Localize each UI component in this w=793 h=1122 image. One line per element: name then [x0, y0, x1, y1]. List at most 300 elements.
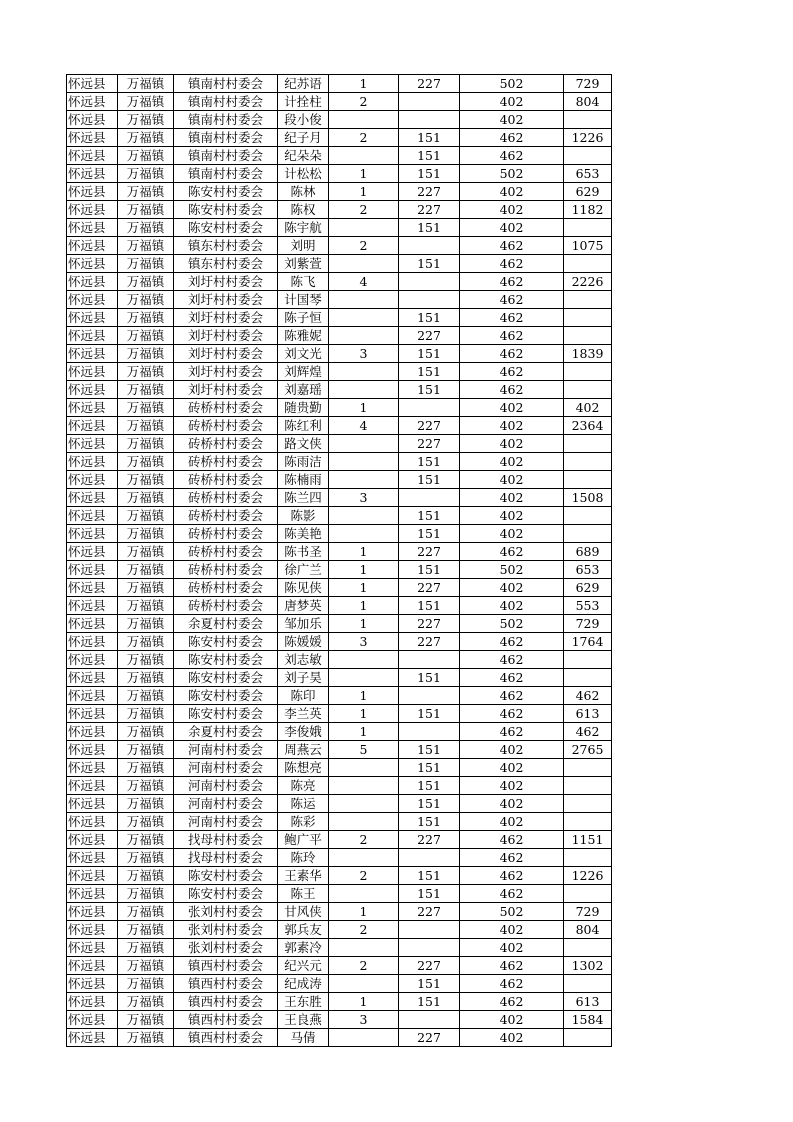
amount-b-cell: 502 — [460, 561, 564, 579]
count-cell — [329, 795, 399, 813]
county-cell: 怀远县 — [67, 741, 118, 759]
total-cell: 804 — [564, 93, 612, 111]
county-cell: 怀远县 — [67, 1029, 118, 1047]
county-cell: 怀远县 — [67, 939, 118, 957]
table-row — [67, 687, 612, 705]
amount-b-cell: 402 — [460, 417, 564, 435]
count-cell: 1 — [329, 399, 399, 417]
town-cell: 万福镇 — [118, 975, 174, 993]
amount-b-cell: 402 — [460, 777, 564, 795]
total-cell: 2226 — [564, 273, 612, 291]
table-row — [67, 849, 612, 867]
amount-b-cell: 402 — [460, 1029, 564, 1047]
county-cell: 怀远县 — [67, 237, 118, 255]
amount-a-cell: 151 — [399, 345, 460, 363]
total-cell: 1302 — [564, 957, 612, 975]
total-cell — [564, 111, 612, 129]
table-row — [67, 561, 612, 579]
amount-b-cell: 402 — [460, 597, 564, 615]
village-cell: 砖桥村村委会 — [174, 471, 278, 489]
amount-a-cell: 151 — [399, 975, 460, 993]
county-cell: 怀远县 — [67, 345, 118, 363]
county-cell: 怀远县 — [67, 831, 118, 849]
town-cell: 万福镇 — [118, 381, 174, 399]
amount-a-cell: 151 — [399, 219, 460, 237]
village-cell: 砖桥村村委会 — [174, 561, 278, 579]
total-cell: 462 — [564, 723, 612, 741]
name-cell: 纪子月 — [278, 129, 329, 147]
name-cell: 陈媛媛 — [278, 633, 329, 651]
amount-b-cell: 402 — [460, 579, 564, 597]
county-cell: 怀远县 — [67, 111, 118, 129]
count-cell: 2 — [329, 201, 399, 219]
count-cell — [329, 255, 399, 273]
amount-b-cell: 502 — [460, 165, 564, 183]
amount-b-cell: 402 — [460, 759, 564, 777]
town-cell: 万福镇 — [118, 741, 174, 759]
county-cell: 怀远县 — [67, 867, 118, 885]
amount-a-cell: 227 — [399, 903, 460, 921]
count-cell — [329, 363, 399, 381]
county-cell: 怀远县 — [67, 723, 118, 741]
count-cell — [329, 525, 399, 543]
county-cell: 怀远县 — [67, 849, 118, 867]
amount-a-cell: 151 — [399, 255, 460, 273]
amount-b-cell: 462 — [460, 543, 564, 561]
name-cell: 陈影 — [278, 507, 329, 525]
count-cell — [329, 885, 399, 903]
county-cell: 怀远县 — [67, 309, 118, 327]
name-cell: 纪兴元 — [278, 957, 329, 975]
table-row — [67, 597, 612, 615]
table-row — [67, 183, 612, 201]
count-cell: 2 — [329, 867, 399, 885]
village-cell: 陈安村村委会 — [174, 885, 278, 903]
county-cell: 怀远县 — [67, 435, 118, 453]
amount-b-cell: 462 — [460, 885, 564, 903]
table-row — [67, 345, 612, 363]
total-cell — [564, 795, 612, 813]
county-cell: 怀远县 — [67, 903, 118, 921]
county-cell: 怀远县 — [67, 453, 118, 471]
amount-a-cell: 227 — [399, 615, 460, 633]
county-cell: 怀远县 — [67, 615, 118, 633]
town-cell: 万福镇 — [118, 255, 174, 273]
amount-a-cell: 227 — [399, 435, 460, 453]
name-cell: 刘辉煌 — [278, 363, 329, 381]
name-cell: 陈书圣 — [278, 543, 329, 561]
village-cell: 砖桥村村委会 — [174, 543, 278, 561]
total-cell — [564, 759, 612, 777]
total-cell: 1839 — [564, 345, 612, 363]
count-cell — [329, 939, 399, 957]
village-cell: 镇南村村委会 — [174, 75, 278, 93]
name-cell: 陈美艳 — [278, 525, 329, 543]
name-cell: 鲍广平 — [278, 831, 329, 849]
amount-a-cell: 151 — [399, 741, 460, 759]
table-row — [67, 759, 612, 777]
village-cell: 陈安村村委会 — [174, 867, 278, 885]
total-cell: 553 — [564, 597, 612, 615]
village-cell: 镇南村村委会 — [174, 129, 278, 147]
county-cell: 怀远县 — [67, 525, 118, 543]
table-row — [67, 507, 612, 525]
amount-b-cell: 462 — [460, 363, 564, 381]
amount-b-cell: 402 — [460, 111, 564, 129]
county-cell: 怀远县 — [67, 93, 118, 111]
count-cell — [329, 453, 399, 471]
town-cell: 万福镇 — [118, 1011, 174, 1029]
total-cell: 729 — [564, 903, 612, 921]
village-cell: 刘圩村村委会 — [174, 327, 278, 345]
village-cell: 陈安村村委会 — [174, 201, 278, 219]
amount-b-cell: 402 — [460, 525, 564, 543]
amount-a-cell: 151 — [399, 759, 460, 777]
name-cell: 马倩 — [278, 1029, 329, 1047]
amount-a-cell — [399, 489, 460, 507]
total-cell: 402 — [564, 399, 612, 417]
amount-b-cell: 462 — [460, 957, 564, 975]
town-cell: 万福镇 — [118, 471, 174, 489]
village-cell: 镇西村村委会 — [174, 957, 278, 975]
table-row — [67, 255, 612, 273]
table-row — [67, 129, 612, 147]
name-cell: 计国琴 — [278, 291, 329, 309]
amount-b-cell: 462 — [460, 849, 564, 867]
count-cell — [329, 327, 399, 345]
total-cell: 613 — [564, 705, 612, 723]
table-row — [67, 381, 612, 399]
amount-a-cell: 151 — [399, 597, 460, 615]
name-cell: 陈权 — [278, 201, 329, 219]
count-cell: 5 — [329, 741, 399, 759]
town-cell: 万福镇 — [118, 813, 174, 831]
table-row — [67, 543, 612, 561]
count-cell: 1 — [329, 597, 399, 615]
table-row — [67, 723, 612, 741]
amount-a-cell: 227 — [399, 633, 460, 651]
total-cell — [564, 147, 612, 165]
town-cell: 万福镇 — [118, 561, 174, 579]
village-cell: 找母村村委会 — [174, 831, 278, 849]
count-cell — [329, 111, 399, 129]
table-row — [67, 777, 612, 795]
table-row — [67, 291, 612, 309]
county-cell: 怀远县 — [67, 129, 118, 147]
name-cell: 邹加乐 — [278, 615, 329, 633]
town-cell: 万福镇 — [118, 831, 174, 849]
count-cell — [329, 669, 399, 687]
town-cell: 万福镇 — [118, 849, 174, 867]
county-cell: 怀远县 — [67, 363, 118, 381]
amount-a-cell — [399, 237, 460, 255]
amount-b-cell: 462 — [460, 273, 564, 291]
village-cell: 陈安村村委会 — [174, 219, 278, 237]
name-cell: 甘风侠 — [278, 903, 329, 921]
town-cell: 万福镇 — [118, 309, 174, 327]
total-cell: 462 — [564, 687, 612, 705]
count-cell: 2 — [329, 129, 399, 147]
name-cell: 周燕云 — [278, 741, 329, 759]
count-cell: 4 — [329, 417, 399, 435]
village-cell: 砖桥村村委会 — [174, 597, 278, 615]
count-cell — [329, 471, 399, 489]
total-cell — [564, 291, 612, 309]
town-cell: 万福镇 — [118, 615, 174, 633]
village-cell: 砖桥村村委会 — [174, 579, 278, 597]
town-cell: 万福镇 — [118, 1029, 174, 1047]
amount-a-cell: 151 — [399, 813, 460, 831]
count-cell: 4 — [329, 273, 399, 291]
amount-b-cell: 462 — [460, 255, 564, 273]
total-cell: 1075 — [564, 237, 612, 255]
total-cell: 1764 — [564, 633, 612, 651]
name-cell: 纪苏语 — [278, 75, 329, 93]
amount-b-cell: 462 — [460, 129, 564, 147]
count-cell: 3 — [329, 489, 399, 507]
name-cell: 陈楠雨 — [278, 471, 329, 489]
amount-a-cell: 151 — [399, 309, 460, 327]
count-cell — [329, 219, 399, 237]
total-cell: 653 — [564, 165, 612, 183]
amount-a-cell — [399, 291, 460, 309]
amount-b-cell: 402 — [460, 939, 564, 957]
total-cell: 804 — [564, 921, 612, 939]
amount-a-cell: 227 — [399, 957, 460, 975]
county-cell: 怀远县 — [67, 687, 118, 705]
total-cell — [564, 255, 612, 273]
town-cell: 万福镇 — [118, 111, 174, 129]
town-cell: 万福镇 — [118, 903, 174, 921]
county-cell: 怀远县 — [67, 381, 118, 399]
total-cell: 2364 — [564, 417, 612, 435]
total-cell: 1226 — [564, 867, 612, 885]
table-row — [67, 669, 612, 687]
amount-a-cell — [399, 849, 460, 867]
amount-b-cell: 462 — [460, 669, 564, 687]
town-cell: 万福镇 — [118, 705, 174, 723]
village-cell: 张刘村村委会 — [174, 921, 278, 939]
county-cell: 怀远县 — [67, 705, 118, 723]
table-row — [67, 219, 612, 237]
total-cell: 1508 — [564, 489, 612, 507]
county-cell: 怀远县 — [67, 327, 118, 345]
county-cell: 怀远县 — [67, 255, 118, 273]
amount-b-cell: 402 — [460, 741, 564, 759]
count-cell — [329, 759, 399, 777]
village-cell: 张刘村村委会 — [174, 903, 278, 921]
amount-a-cell — [399, 273, 460, 291]
village-cell: 陈安村村委会 — [174, 633, 278, 651]
county-cell: 怀远县 — [67, 219, 118, 237]
count-cell — [329, 435, 399, 453]
town-cell: 万福镇 — [118, 183, 174, 201]
amount-a-cell — [399, 1011, 460, 1029]
town-cell: 万福镇 — [118, 867, 174, 885]
name-cell: 陈玲 — [278, 849, 329, 867]
table-row — [67, 795, 612, 813]
village-cell: 镇南村村委会 — [174, 165, 278, 183]
name-cell: 李俊娥 — [278, 723, 329, 741]
amount-a-cell: 151 — [399, 147, 460, 165]
village-cell: 刘圩村村委会 — [174, 309, 278, 327]
table-row — [67, 327, 612, 345]
town-cell: 万福镇 — [118, 291, 174, 309]
table-row — [67, 525, 612, 543]
count-cell — [329, 381, 399, 399]
table-row — [67, 633, 612, 651]
town-cell: 万福镇 — [118, 777, 174, 795]
amount-b-cell: 462 — [460, 291, 564, 309]
village-cell: 镇西村村委会 — [174, 975, 278, 993]
name-cell: 王良燕 — [278, 1011, 329, 1029]
name-cell: 李兰英 — [278, 705, 329, 723]
roster-table — [66, 74, 612, 1047]
name-cell: 郭素冷 — [278, 939, 329, 957]
table-row — [67, 111, 612, 129]
count-cell — [329, 777, 399, 795]
amount-a-cell — [399, 651, 460, 669]
village-cell: 砖桥村村委会 — [174, 399, 278, 417]
town-cell: 万福镇 — [118, 399, 174, 417]
name-cell: 王素华 — [278, 867, 329, 885]
table-row — [67, 993, 612, 1011]
county-cell: 怀远县 — [67, 579, 118, 597]
amount-b-cell: 402 — [460, 435, 564, 453]
table-row — [67, 813, 612, 831]
name-cell: 郭兵友 — [278, 921, 329, 939]
total-cell: 1151 — [564, 831, 612, 849]
amount-a-cell — [399, 939, 460, 957]
total-cell: 729 — [564, 615, 612, 633]
amount-b-cell: 462 — [460, 993, 564, 1011]
county-cell: 怀远县 — [67, 795, 118, 813]
table-row — [67, 1029, 612, 1047]
county-cell: 怀远县 — [67, 777, 118, 795]
total-cell — [564, 453, 612, 471]
total-cell: 1182 — [564, 201, 612, 219]
amount-a-cell: 151 — [399, 867, 460, 885]
amount-b-cell: 462 — [460, 309, 564, 327]
total-cell: 689 — [564, 543, 612, 561]
table-row — [67, 201, 612, 219]
total-cell — [564, 435, 612, 453]
count-cell — [329, 813, 399, 831]
name-cell: 段小俊 — [278, 111, 329, 129]
amount-b-cell: 462 — [460, 327, 564, 345]
county-cell: 怀远县 — [67, 633, 118, 651]
village-cell: 河南村村委会 — [174, 759, 278, 777]
town-cell: 万福镇 — [118, 723, 174, 741]
town-cell: 万福镇 — [118, 147, 174, 165]
name-cell: 刘明 — [278, 237, 329, 255]
village-cell: 张刘村村委会 — [174, 939, 278, 957]
village-cell: 刘圩村村委会 — [174, 273, 278, 291]
table-row — [67, 309, 612, 327]
total-cell — [564, 813, 612, 831]
total-cell — [564, 1029, 612, 1047]
town-cell: 万福镇 — [118, 363, 174, 381]
count-cell: 2 — [329, 831, 399, 849]
town-cell: 万福镇 — [118, 687, 174, 705]
table-row — [67, 885, 612, 903]
county-cell: 怀远县 — [67, 165, 118, 183]
county-cell: 怀远县 — [67, 399, 118, 417]
table-row — [67, 975, 612, 993]
county-cell: 怀远县 — [67, 957, 118, 975]
count-cell: 1 — [329, 705, 399, 723]
count-cell: 1 — [329, 75, 399, 93]
village-cell: 余夏村村委会 — [174, 723, 278, 741]
amount-b-cell: 462 — [460, 237, 564, 255]
village-cell: 陈安村村委会 — [174, 687, 278, 705]
name-cell: 纪成涛 — [278, 975, 329, 993]
town-cell: 万福镇 — [118, 759, 174, 777]
count-cell: 2 — [329, 93, 399, 111]
village-cell: 刘圩村村委会 — [174, 381, 278, 399]
amount-b-cell: 402 — [460, 219, 564, 237]
count-cell: 1 — [329, 903, 399, 921]
table-row — [67, 417, 612, 435]
name-cell: 唐梦英 — [278, 597, 329, 615]
count-cell — [329, 147, 399, 165]
count-cell — [329, 975, 399, 993]
total-cell — [564, 777, 612, 795]
table-row — [67, 831, 612, 849]
town-cell: 万福镇 — [118, 327, 174, 345]
village-cell: 镇西村村委会 — [174, 1011, 278, 1029]
amount-b-cell: 402 — [460, 399, 564, 417]
town-cell: 万福镇 — [118, 579, 174, 597]
amount-b-cell: 462 — [460, 345, 564, 363]
amount-b-cell: 462 — [460, 633, 564, 651]
count-cell: 1 — [329, 561, 399, 579]
village-cell: 砖桥村村委会 — [174, 525, 278, 543]
amount-a-cell: 151 — [399, 471, 460, 489]
village-cell: 陈安村村委会 — [174, 651, 278, 669]
table-row — [67, 147, 612, 165]
name-cell: 徐广兰 — [278, 561, 329, 579]
town-cell: 万福镇 — [118, 201, 174, 219]
table-row — [67, 75, 612, 93]
amount-b-cell: 462 — [460, 975, 564, 993]
county-cell: 怀远县 — [67, 759, 118, 777]
amount-a-cell: 227 — [399, 327, 460, 345]
amount-a-cell: 151 — [399, 507, 460, 525]
village-cell: 河南村村委会 — [174, 777, 278, 795]
amount-b-cell: 462 — [460, 381, 564, 399]
total-cell: 629 — [564, 183, 612, 201]
amount-a-cell: 151 — [399, 165, 460, 183]
county-cell: 怀远县 — [67, 291, 118, 309]
table-row — [67, 957, 612, 975]
county-cell: 怀远县 — [67, 561, 118, 579]
amount-a-cell: 151 — [399, 795, 460, 813]
name-cell: 陈红利 — [278, 417, 329, 435]
total-cell: 1226 — [564, 129, 612, 147]
county-cell: 怀远县 — [67, 651, 118, 669]
village-cell: 河南村村委会 — [174, 795, 278, 813]
village-cell: 刘圩村村委会 — [174, 363, 278, 381]
amount-a-cell — [399, 399, 460, 417]
town-cell: 万福镇 — [118, 75, 174, 93]
county-cell: 怀远县 — [67, 183, 118, 201]
amount-a-cell: 151 — [399, 669, 460, 687]
total-cell — [564, 309, 612, 327]
county-cell: 怀远县 — [67, 201, 118, 219]
amount-a-cell: 227 — [399, 417, 460, 435]
total-cell — [564, 219, 612, 237]
